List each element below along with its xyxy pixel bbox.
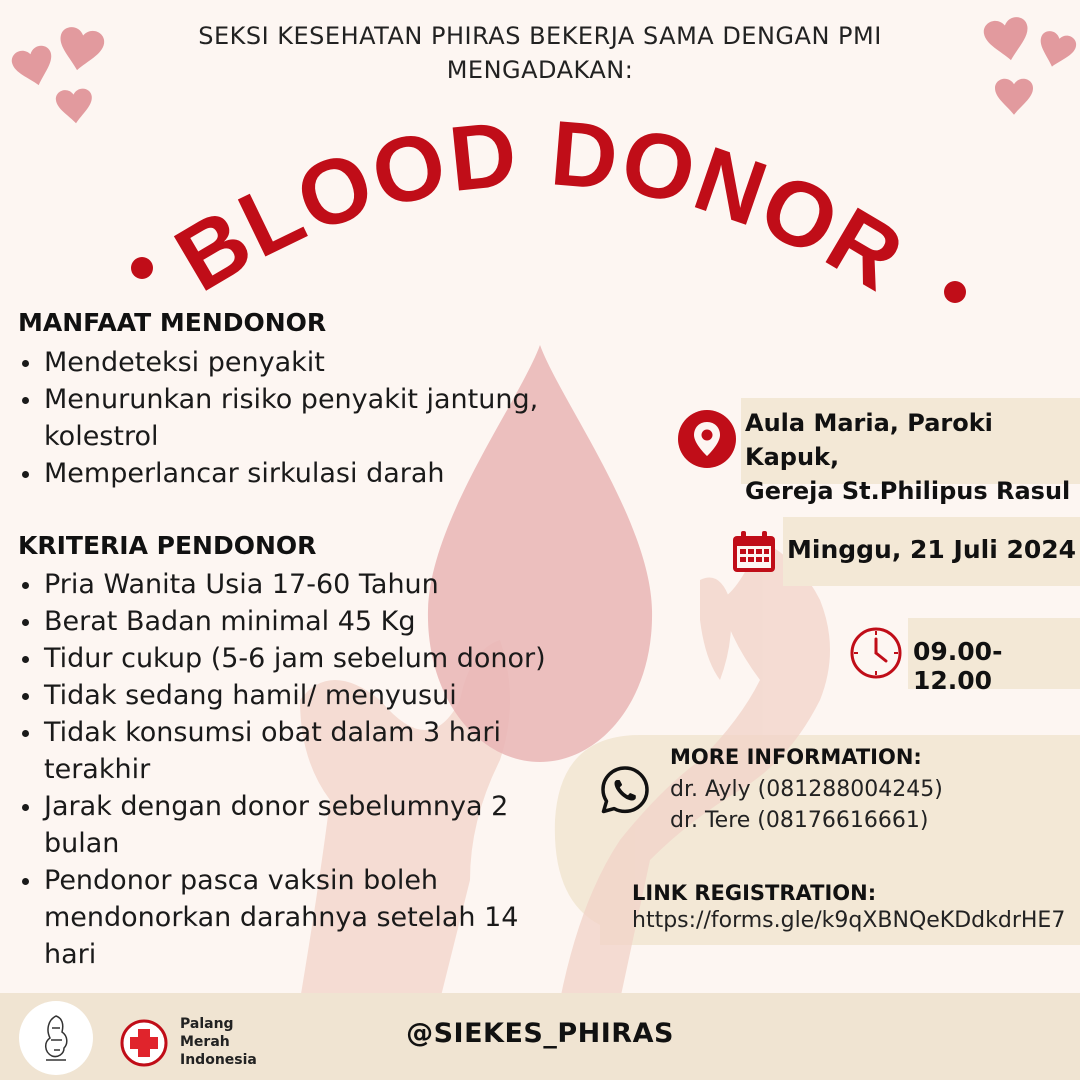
kriteria-item <box>0 603 600 640</box>
registration-heading: LINK REGISTRATION: <box>632 881 877 905</box>
kriteria-item-line: Pendonor pasca vaksin boleh <box>44 865 439 896</box>
manfaat-item <box>0 455 600 492</box>
registration-link[interactable]: https://forms.gle/k9qXBNQeKDdkdrHE7 <box>632 908 1066 933</box>
kriteria-item <box>0 862 600 973</box>
event-time: 09.00-12.00 <box>913 637 1003 695</box>
pmi-line-1: Palang <box>180 1016 234 1032</box>
social-handle[interactable]: @SIEKES_PHIRAS <box>406 1018 674 1049</box>
header-line-2: MENGADAKAN: <box>446 56 634 84</box>
kriteria-item <box>0 566 600 603</box>
manfaat-item-line: Mendeteksi penyakit <box>44 347 325 378</box>
kriteria-item <box>0 677 600 714</box>
event-title: BLOOD DONOR <box>159 102 921 312</box>
calendar-icon <box>731 530 777 574</box>
kriteria-item-line: terakhir <box>44 754 151 785</box>
manfaat-item <box>0 381 600 455</box>
kriteria-item <box>0 714 600 788</box>
manfaat-item-line: Memperlancar sirkulasi darah <box>44 458 445 489</box>
kriteria-item-line: bulan <box>44 828 120 859</box>
more-info-heading: MORE INFORMATION: <box>670 745 922 769</box>
clock-icon <box>849 626 903 680</box>
location-text <box>745 406 1080 508</box>
manfaat-item <box>0 344 600 381</box>
kriteria-item-line: Tidur cukup (5-6 jam sebelum donor) <box>44 643 546 674</box>
title-banner <box>0 0 1080 340</box>
kriteria-item-line: Berat Badan minimal 45 Kg <box>44 606 416 637</box>
kriteria-item-line: Jarak dengan donor sebelumnya 2 <box>44 791 509 822</box>
location-line-2: Gereja St.Philipus Rasul <box>745 477 1071 505</box>
contact-person-1: dr. Ayly (081288004245) <box>670 777 943 802</box>
title-dot-left <box>131 257 153 279</box>
kriteria-item <box>0 788 600 862</box>
kriteria-item-line: Tidak sedang hamil/ menyusui <box>44 680 457 711</box>
kriteria-item-line: Pria Wanita Usia 17-60 Tahun <box>44 569 439 600</box>
header-line-1: SEKSI KESEHATAN PHIRAS BEKERJA SAMA DENGAN PMI <box>198 22 882 50</box>
kriteria-item <box>0 640 600 677</box>
kriteria-item-line: Tidak konsumsi obat dalam 3 hari <box>44 717 502 748</box>
contact-list <box>670 774 943 836</box>
whatsapp-icon <box>599 764 651 816</box>
manfaat-list <box>0 344 600 492</box>
pmi-line-3: Indonesia <box>180 1052 257 1068</box>
kriteria-heading: KRITERIA PENDONOR <box>18 531 317 560</box>
event-date: Minggu, 21 Juli 2024 <box>787 535 1077 564</box>
kriteria-item-line: hari <box>44 939 97 970</box>
location-pin-icon <box>677 409 737 469</box>
title-dot-right <box>944 281 966 303</box>
location-line-1: Aula Maria, Paroki Kapuk, <box>745 409 993 471</box>
contact-person-2: dr. Tere (08176616661) <box>670 808 929 833</box>
kriteria-item-line: mendonorkan darahnya setelah 14 <box>44 902 519 933</box>
manfaat-item-line: Menurunkan risiko penyakit jantung, <box>44 384 539 415</box>
manfaat-heading: MANFAAT MENDONOR <box>18 308 327 337</box>
manfaat-item-line: kolestrol <box>44 421 159 452</box>
pmi-line-2: Merah <box>180 1034 230 1050</box>
kriteria-list <box>0 566 600 973</box>
